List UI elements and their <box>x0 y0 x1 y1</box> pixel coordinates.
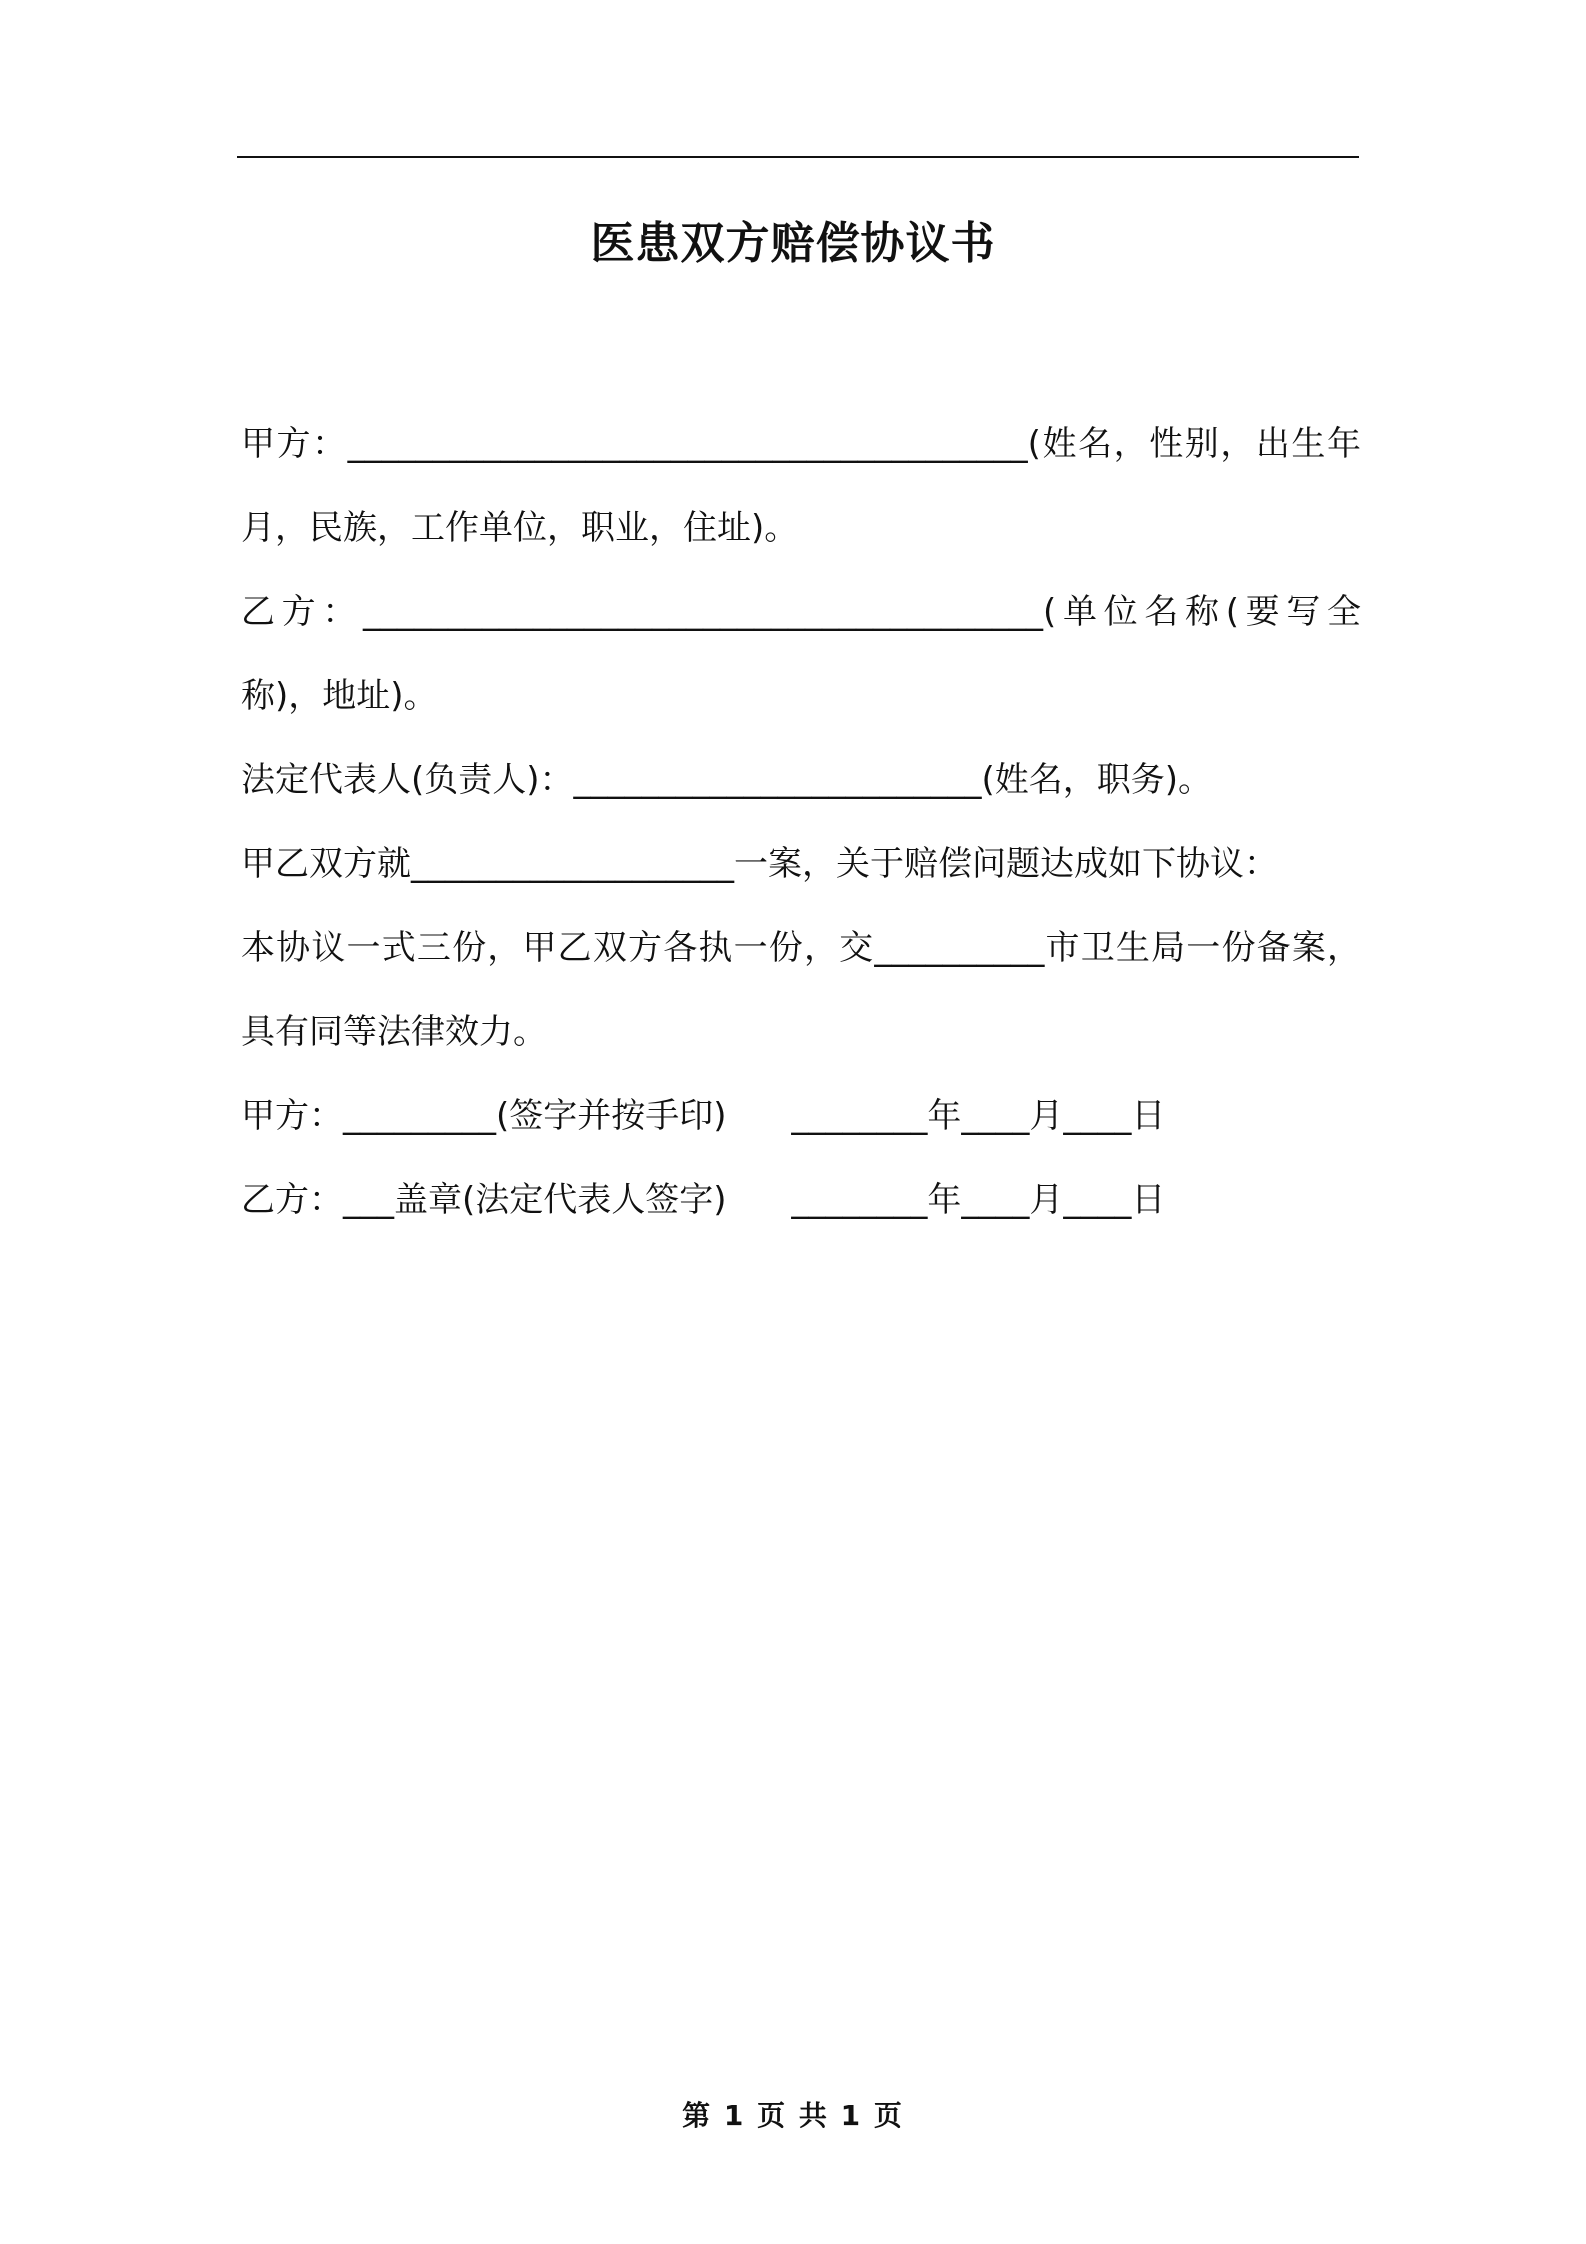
copies-clause-paragraph: 本协议一式三份，甲乙双方各执一份，交__________市卫生局一份备案，具有同等法律效力。 <box>241 928 1361 1052</box>
header-rule <box>237 156 1359 158</box>
page-number: 第 1 页 共 1 页 <box>682 2099 904 2132</box>
party-b-paragraph: 乙方：________________________________________(单位名称(要写全称)，地址)。 <box>241 592 1361 716</box>
document-body <box>241 402 1361 1242</box>
agreement-intro-paragraph: 甲乙双方就___________________一案，关于赔偿问题达成如下协议： <box>241 844 1278 884</box>
legal-representative-paragraph: 法定代表人(负责人)：________________________(姓名，职务)。 <box>241 760 1213 800</box>
party-a-signature-line: 甲方：_________(签字并按手印) ________年____月____日 <box>241 1096 1166 1136</box>
document-title: 医患双方赔偿协议书 <box>590 218 996 269</box>
party-b-signature-line: 乙方：___盖章(法定代表人签字) ________年____月____日 <box>241 1180 1166 1220</box>
party-a-paragraph: 甲方：________________________________________(姓名，性别，出生年月，民族，工作单位，职业，住址)。 <box>241 424 1361 548</box>
